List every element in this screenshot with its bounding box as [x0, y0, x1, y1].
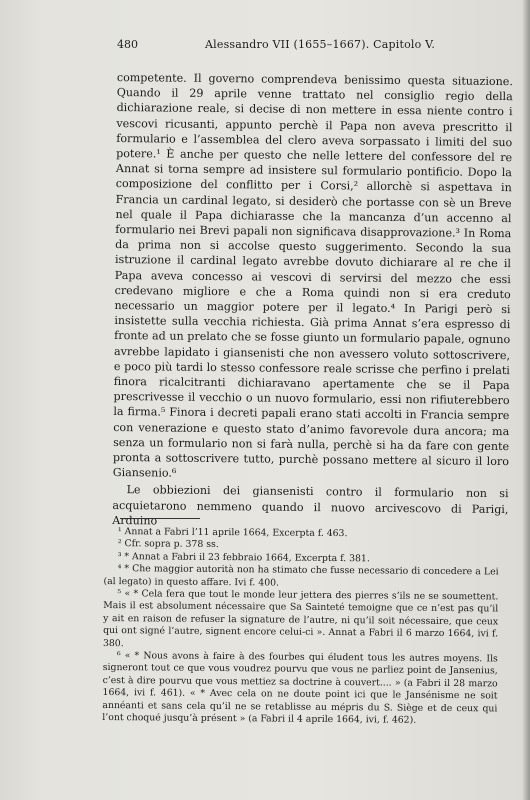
main-text: [112, 70, 513, 532]
footnote-5: ⁵ « * Cela fera que tout le monde leur jettera des pierres s’ils ne se soumettent. Mais il est absolument nécessaire que Sa Sainteté temoigne que ce n’est pas qu’il y ait en raison de refuser la signature de l’autre, ni qu’il soit nécessaire, que ceux qui ont signé l’autre, signent encore celui-ci ». Annat a Fabri il 6 marzo 1664, ivi f. 380.: [102, 588, 499, 649]
running-title: Alessandro VII (1655–1667). Capitolo V.: [205, 38, 436, 51]
page-number: 480: [117, 38, 138, 51]
footnote-3: ³ * Annat a Fabri il 23 febbraio 1664, Excerpta f. 381.: [117, 550, 370, 565]
body-paragraph-2: Le obbiezioni dei giansenisti contro il formulario non si acquietarono nemmeno quando il nuovo arcivescovo di Parigi, Arduino: [112, 483, 509, 528]
footnotes: [102, 526, 499, 728]
page-edge-shadow: [522, 0, 530, 800]
body-paragraph-1: competente. Il governo comprendeva benissimo questa situazione. Quando il 29 aprile venne trattato nel consiglio regio della dichiarazione reale, si decise di non mettere in essa niente contro i vescovi ricusanti, appunto perchè il Papa non aveva prescritto il formulario e l’assemblea del clero aveva sorpassato i limiti del suo potere.¹ È anche per questo che nelle lettere del confessore del re Annat si torna sempre ad insistere sul formulario pontificio. Dopo la composizione del conflitto per i Corsi,² allorchè si aspettava in Francia un cardinal legato, si desiderò che portasse con sè un Breve nel quale il Papa dichiarasse che la mancanza d’un accenno al formulario nei Brevi papali non significava disapprovazione.³ In Roma da prima non si accolse questo suggerimento. Secondo la sua istruzione il cardinal legato avrebbe dovuto dichiarare al re che il Papa aveva concesso ai vescovi di servirsi del mezzo che essi credevano migliore e che a Roma quindi non si era creduto necessario un maggior potere per il legato.⁴ In Parigi però si insistette sulla vecchia richiesta. Già prima Annat s’era espresso di fronte ad un prelato che se fosse giunto un formulario papale, ognuno avrebbe lapidato i giansenisti che non avessero voluto sottoscrivere, e poco più tardi lo stesso confessore reale scrisse che perfino i prelati finora ricalcitranti dichiaravano apertamente che se il Papa prescrivesse il vecchio o un nuovo formulario, essi non rifiuterebbero la firma.⁵ Finora i decreti papali erano stati accolti in Francia sempre con venerazione e questo stato d’animo favorevole dura ancora; ma senza un formulario non si farà nulla, perchè si ha da fare con gente pronta a sottoscrivere tutto, purchè possano mettere al sicuro il loro Giansenio.⁶: [112, 70, 513, 480]
running-header: [117, 38, 517, 54]
footnote-2: ² Cfr. sopra p. 378 ss.: [117, 538, 219, 551]
footnote-4: ⁴ * Che maggior autorità non ha stimato che fusse necessario di concedere a Lei (al legato) in questo affare. Ivi f. 400.: [103, 563, 499, 589]
footnote-separator: [120, 518, 200, 519]
footnote-6: ⁶ « * Nous avons à faire à des fourbes qui éludent tous les autres moyens. Ils signeront tout ce que vous voudrez pourvu que vous ne parliez point de Jansenius, c’est à dire pourvu que vous mettiez sa doctrine à couvert.... » (a Fabri il 28 marzo 1664, ivi f. 461). « * Avec cela on ne doute point ici que le Jansénisme ne soit annéanti et sans cela qu’il ne se retablisse au mépris du S. Siège et de ceux qui l’ont choqué jusqu’à présent » (a Fabri il 4 aprile 1664, ivi, f. 462).: [102, 650, 498, 726]
footnote-1: ¹ Annat a Fabri l’11 aprile 1664, Excerpta f. 463.: [117, 526, 348, 540]
